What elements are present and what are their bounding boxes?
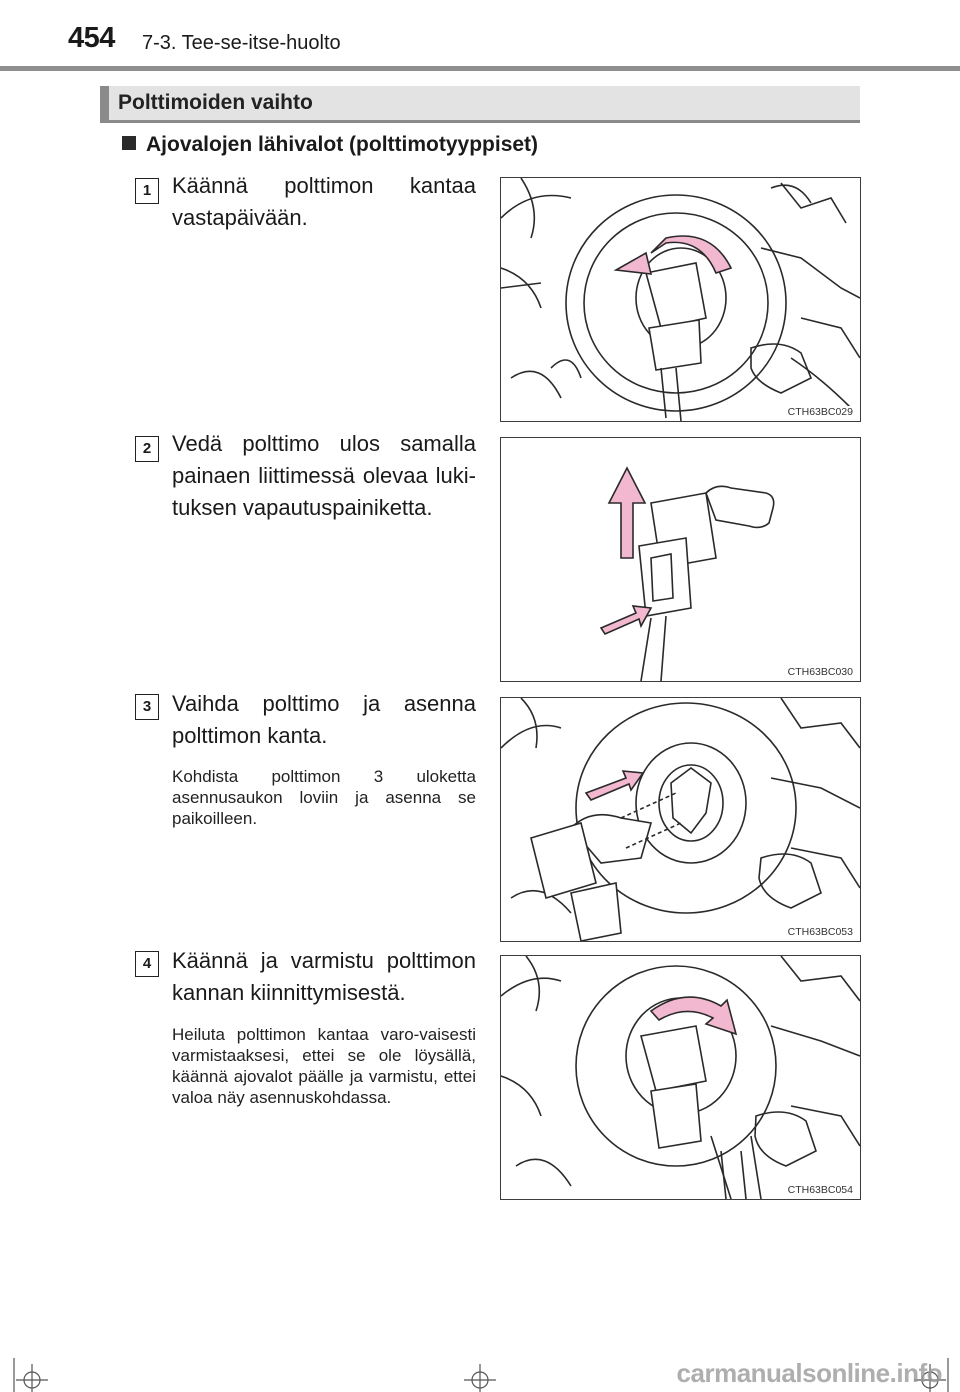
step-text-2: Vedä polttimo ulos samalla painaen liittimessä olevaa luki-tuksen vapautuspainiketta. [172, 431, 476, 520]
figure-3-illustration [501, 698, 860, 941]
watermark[interactable]: carmanualsonline.info [676, 1358, 942, 1388]
step-text-4: Käännä ja varmistu polttimon kannan kiinnittymisestä. [172, 948, 476, 1005]
step-number-4: 4 [135, 951, 159, 977]
figure-2-illustration [501, 438, 860, 681]
figure-4 [500, 955, 861, 1200]
figure-1-illustration [501, 178, 860, 421]
press-button-arrow [601, 606, 651, 634]
pull-out-arrow [609, 468, 645, 558]
figure-code-3: CTH63BC053 [787, 926, 853, 938]
figure-code-1: CTH63BC029 [787, 406, 853, 418]
step-text-3: Vaihda polttimo ja asenna polttimon kanta. [172, 691, 476, 748]
step-number-3: 3 [135, 694, 159, 720]
crop-mark-left [10, 1358, 50, 1392]
section-bar-accent [100, 86, 109, 123]
figure-code-4: CTH63BC054 [787, 1184, 853, 1196]
figure-2 [500, 437, 861, 682]
section-bar [100, 86, 860, 123]
section-title: Polttimoiden vaihto [118, 91, 313, 114]
figure-code-2: CTH63BC030 [787, 666, 853, 678]
subheading [122, 133, 538, 157]
square-bullet-icon [122, 136, 136, 150]
figure-1 [500, 177, 861, 422]
chapter-title: 7-3. Tee-se-itse-huolto [142, 32, 341, 54]
header-rule [0, 66, 960, 71]
step-text-1: Käännä polttimon kantaa vastapäivään. [172, 173, 476, 230]
insert-arrow [586, 771, 643, 800]
step-note-3: Kohdista polttimon 3 uloketta asennusaukon loviin ja asenna se paikoilleen. [172, 767, 476, 828]
figure-3 [500, 697, 861, 942]
step-number-1: 1 [135, 178, 159, 204]
page-number: 454 [68, 22, 115, 54]
step-number-2: 2 [135, 436, 159, 462]
crop-mark-center [460, 1358, 500, 1392]
step-note-4: Heiluta polttimon kantaa varo-vaisesti varmistaaksesi, ettei se ole löysällä, käännä ajovalot päälle ja varmistu, ettei valoa näy asennuskohdassa. [172, 1025, 476, 1107]
subheading-text: Ajovalojen lähivalot (polttimotyyppiset) [146, 133, 539, 156]
figure-4-illustration [501, 956, 860, 1199]
